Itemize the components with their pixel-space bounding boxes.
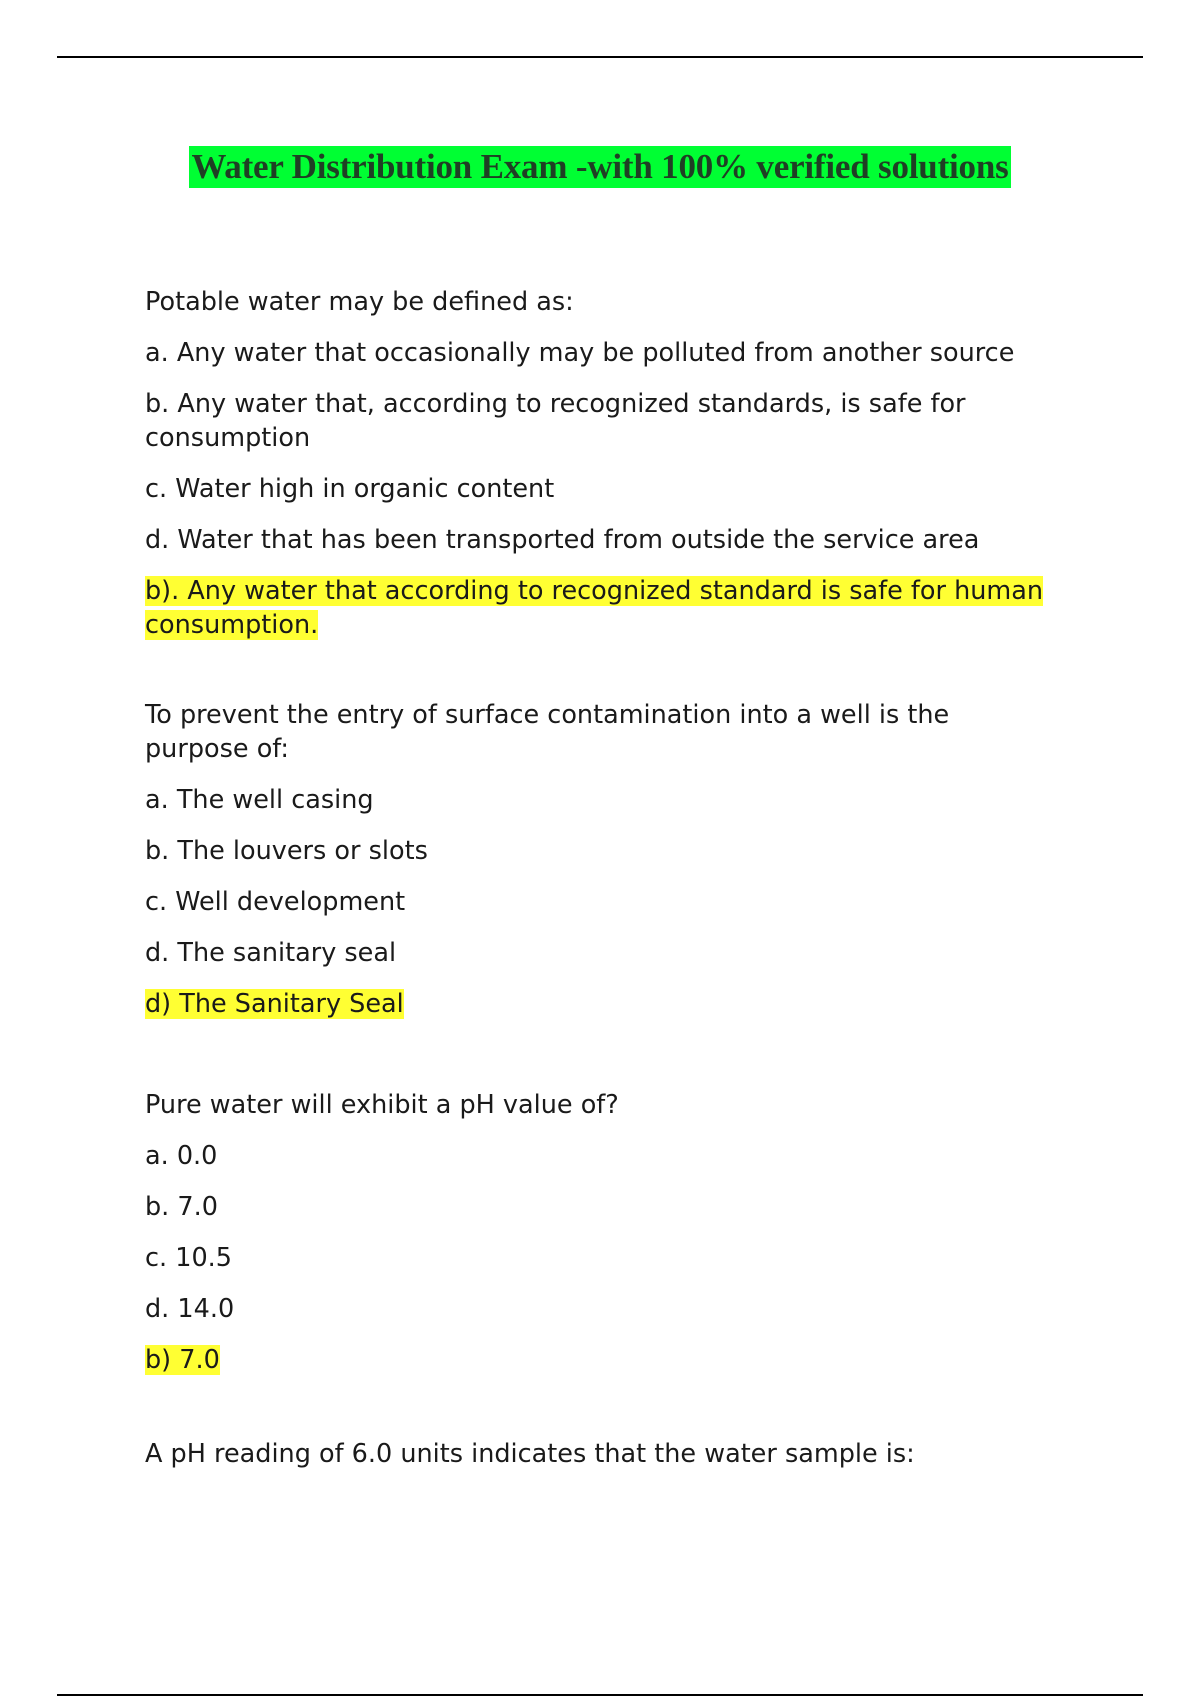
title-container (0, 146, 1200, 188)
question-2-option-a: a. The well casing (145, 785, 374, 815)
exam-content (145, 285, 1045, 1527)
question-4-text: A pH reading of 6.0 units indicates that the water sample is: (145, 1439, 915, 1469)
question-3-option-c: c. 10.5 (145, 1243, 233, 1273)
question-3-option-d: d. 14.0 (145, 1294, 235, 1324)
question-1-option-c: c. Water high in organic content (145, 474, 555, 504)
question-2-text: To prevent the entry of surface contamination into a well is the purpose of: (145, 700, 950, 764)
question-1-option-b: b. Any water that, according to recognized standards, is safe for consumption (145, 389, 966, 453)
question-3-option-b: b. 7.0 (145, 1192, 218, 1222)
question-3-option-a: a. 0.0 (145, 1141, 218, 1171)
question-block-2 (145, 698, 1045, 1021)
question-2-answer-line (145, 987, 1045, 1021)
question-block-1 (145, 285, 1045, 642)
question-1-answer-line (145, 574, 1045, 642)
question-1-text: Potable water may be defined as: (145, 287, 574, 317)
question-block-4 (145, 1437, 1045, 1471)
question-3-text: Pure water will exhibit a pH value of? (145, 1090, 619, 1120)
top-rule (57, 56, 1143, 58)
question-1-answer: b). Any water that according to recognized standard is safe for human consumption. (145, 576, 1044, 640)
document-title: Water Distribution Exam -with 100% verified solutions (191, 147, 1009, 186)
question-1-option-a: a. Any water that occasionally may be polluted from another source (145, 338, 1015, 368)
question-2-option-d: d. The sanitary seal (145, 938, 397, 968)
question-2-option-b: b. The louvers or slots (145, 836, 428, 866)
question-3-answer-line (145, 1343, 1045, 1377)
question-2-answer: d) The Sanitary Seal (145, 989, 404, 1019)
question-2-option-c: c. Well development (145, 887, 406, 917)
bottom-rule (57, 1694, 1143, 1696)
question-block-3 (145, 1088, 1045, 1377)
question-1-option-d: d. Water that has been transported from outside the service area (145, 525, 980, 555)
question-3-answer: b) 7.0 (145, 1345, 220, 1375)
